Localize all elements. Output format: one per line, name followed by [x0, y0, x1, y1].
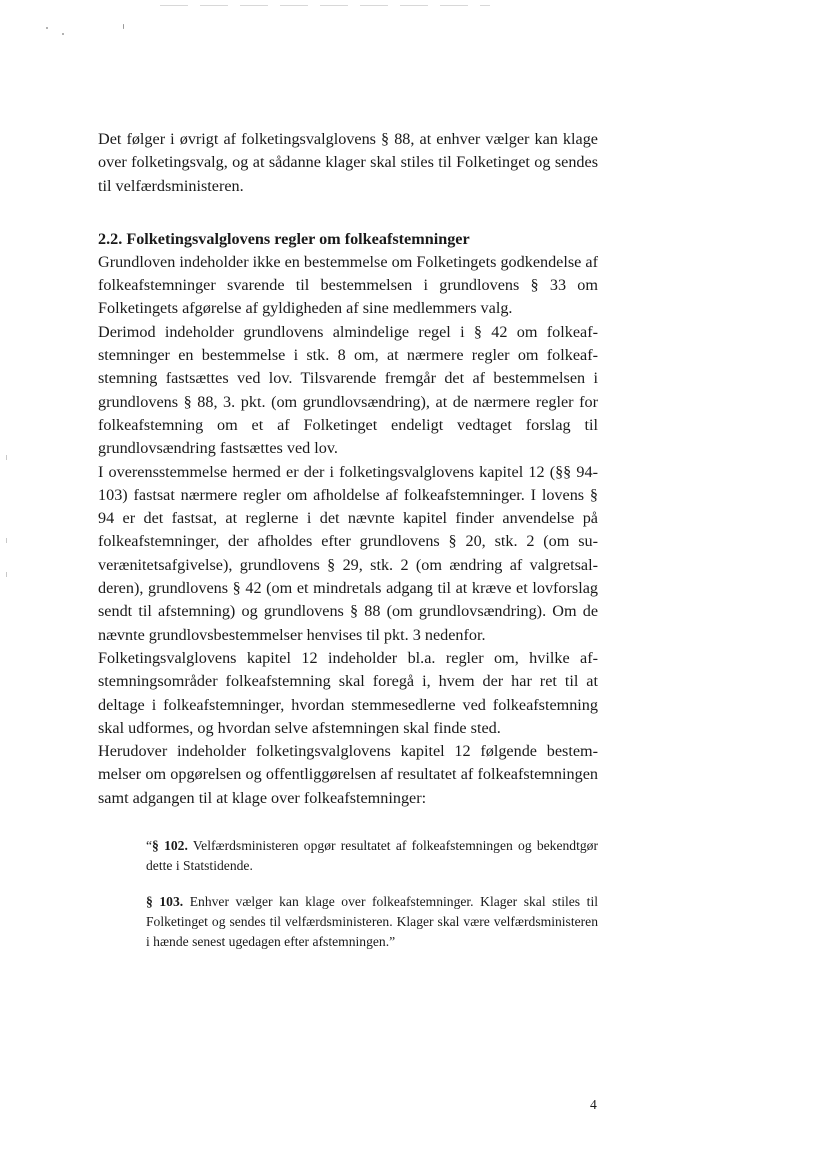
paragraph-overensstemmelse: I overensstemmelse hermed er der i folketingsvalglovens kapitel 12 (§§ 94-103) fastsat nærmere regler om afholdelse af folkeafstemninger. I lovens § 94 er det fastsat, at reglerne i det nævnte kapitel finder anvendelse på folkeafstemninger, der afholdes efter grundlovens § 20, stk. 2 (om suverænitetsafgivelse), grundlovens § 29, stk. 2 (om ændring af valgretsalderen), grundlovens § 42 (om et mindretals adgang til at kræve et lovforslag sendt til afstemning) og grundlovens § 88 (om grundlovsændring). Om de nævnte grundlovsbestemmelser henvises til pkt. 3 nedenfor. — [98, 462, 598, 644]
scan-artifact-mark — [62, 33, 64, 35]
scan-artifact-margin-dot — [6, 572, 7, 577]
scan-artifact-mark — [123, 24, 124, 29]
paragraph-grundloven: Grundloven indeholder ikke en bestemmelse om Folketingets godkendelse af folkeafstemninger svarende til bestemmelsen i grundlovens § 33 om Folketingets afgørelse af gyldigheden af sine medlemmers valg. — [98, 252, 598, 318]
quote-text-102: Velfærdsministeren opgør resultatet af folkeafstemningen og bekendtgør dette i Statstidende. — [146, 838, 598, 874]
section-number-102: § 102. — [152, 838, 188, 854]
section-heading: 2.2. Folketingsvalglovens regler om folkeafstemninger — [98, 229, 470, 248]
block-quote — [146, 836, 598, 952]
quote-paragraph-102 — [146, 836, 598, 876]
page-number: 4 — [590, 1097, 597, 1112]
scan-artifact-top-rule — [160, 5, 490, 6]
scan-artifact-margin-dot — [6, 538, 7, 543]
section-number-103: § 103. — [146, 894, 184, 910]
scan-artifact-margin-dot — [6, 455, 7, 460]
paragraph-valgklager: Det følger i øvrigt af folketingsvalglovens § 88, at enhver vælger kan klage over folketingsvalg, og at sådanne klager skal stiles til Folketinget og sendes til velfærdsministeren. — [98, 130, 598, 195]
quote-open-mark: “ — [146, 838, 153, 854]
paragraph-derimod: Derimod indeholder grundlovens almindelige regel i § 42 om folkeafstemninger en bestemmelse i stk. 8 om, at nærmere regler om folkeafstemning fastsættes ved lov. Tilsvarende fremgår det af bestemmelsen i grundlovens § 88, 3. pkt. (om grundlovsændring), at de nærmere regler for folkeafstemning om et af Folketinget endeligt vedtaget forslag til grundlovsændring fastsættes ved lov. — [98, 322, 598, 458]
quote-paragraph-103 — [146, 892, 598, 952]
document-body — [98, 128, 598, 952]
paragraph-kapitel-12: Folketingsvalglovens kapitel 12 indeholder bl.a. regler om, hvilke afstemningsområder folkeafstemning skal foregå i, hvem der har ret til at deltage i folkeafstemninger, hvordan stemmesedlerne ved folkeafstemning skal udformes, og hvordan selve afstemningen skal finde sted. — [98, 648, 598, 737]
scan-artifact-mark — [46, 27, 48, 29]
quote-text-103: Enhver vælger kan klage over folkeafstemninger. Klager skal stiles til Folketinget og sendes til velfærdsministeren. Klager skal være velfærdsministeren i hænde senest ugedagen efter afstemningen.” — [146, 894, 599, 950]
paragraph-herudover: Herudover indeholder folketingsvalglovens kapitel 12 følgende bestemmelser om opgørelsen og offentliggørelsen af resultatet af folkeafstemningen samt adgangen til at klage over folkeafstemninger: — [98, 742, 598, 807]
